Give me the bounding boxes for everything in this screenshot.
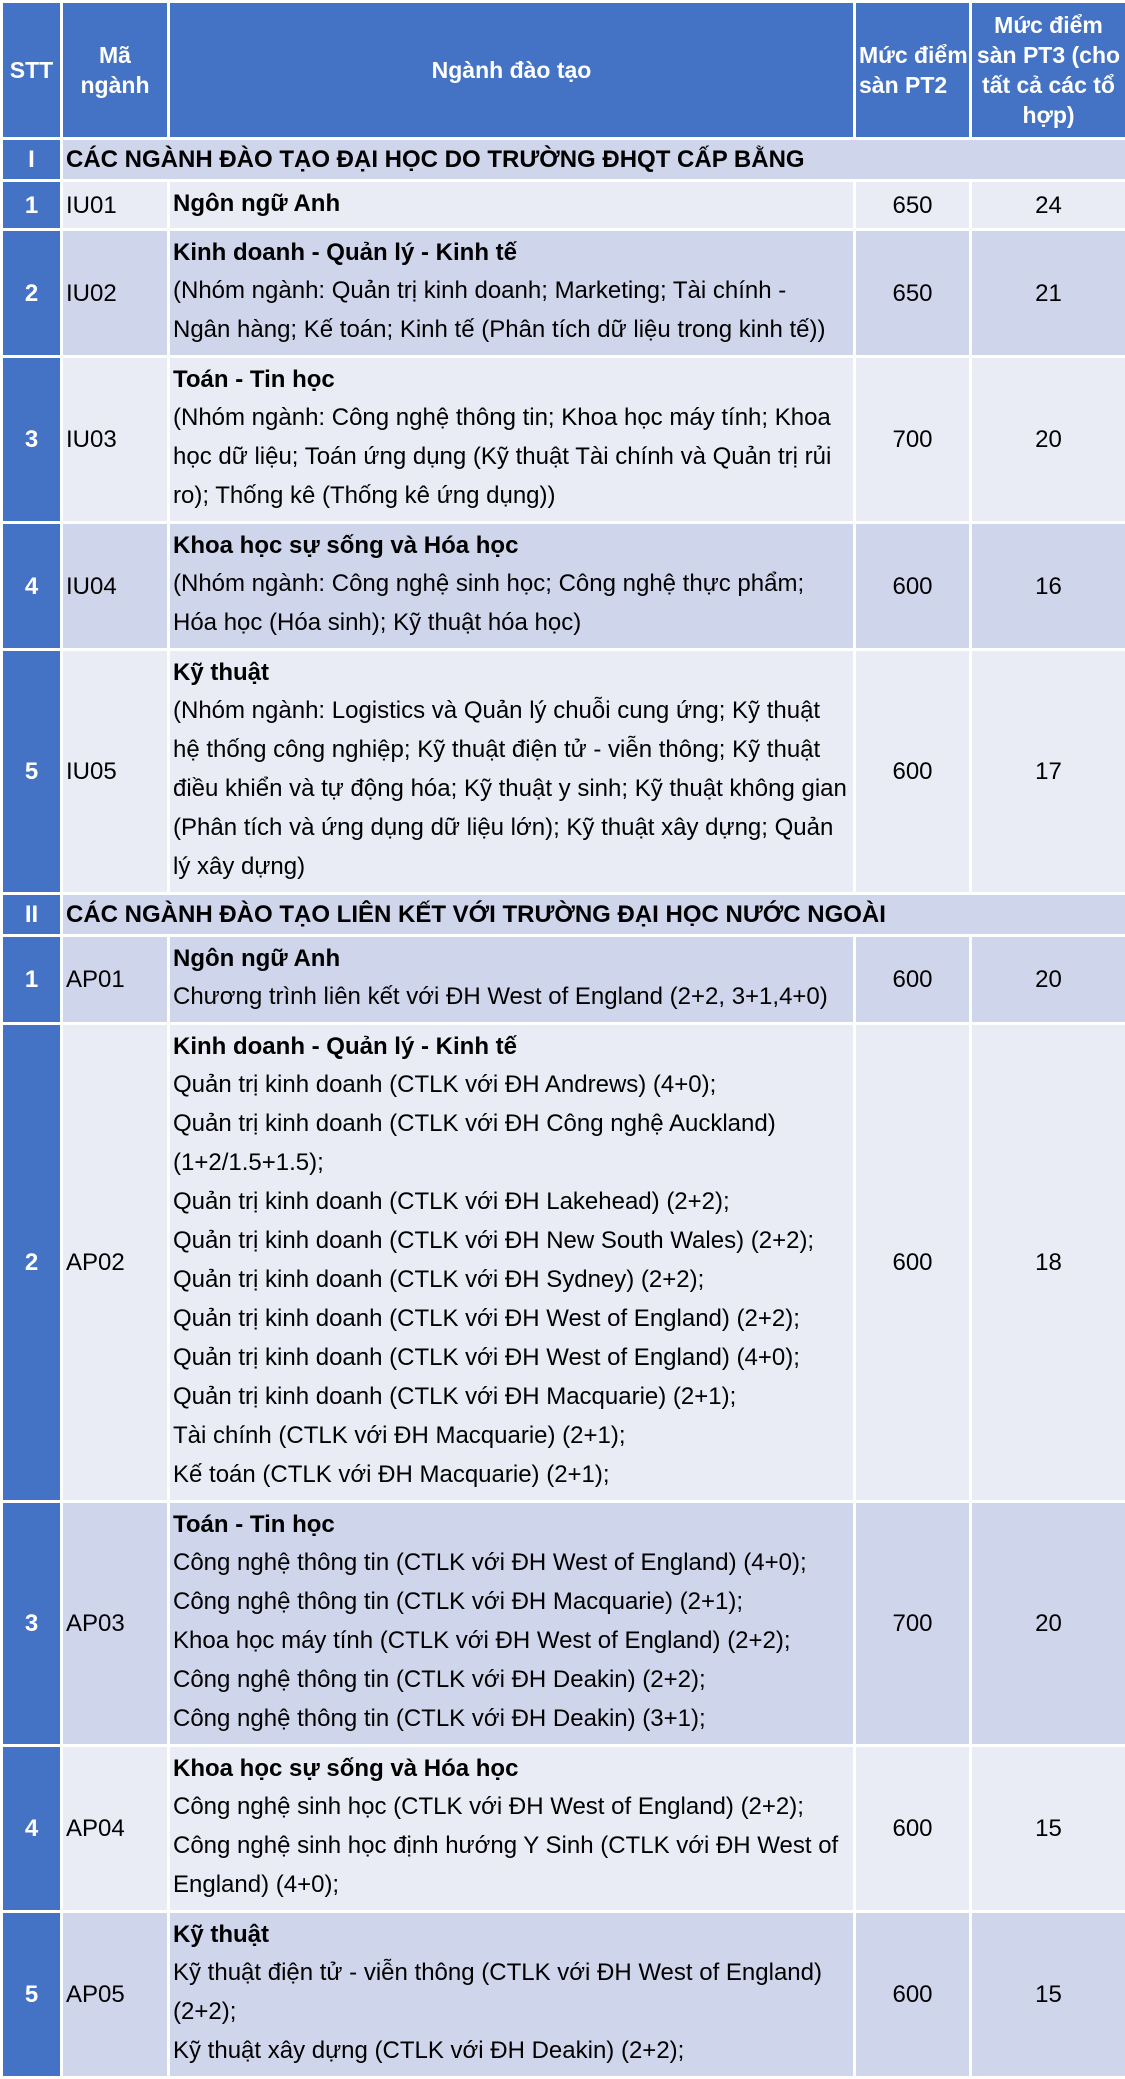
row-stt: 3 [2, 357, 62, 523]
row-major-name [169, 1912, 855, 2078]
table-row [2, 181, 1125, 230]
table-row [2, 523, 1125, 650]
major-detail-line: Quản trị kinh doanh (CTLK với ĐH Andrews) (4+0); [173, 1065, 850, 1104]
row-stt: 3 [2, 1502, 62, 1746]
row-pt3-floor: 15 [971, 1746, 1125, 1912]
major-detail-line: Quản trị kinh doanh (CTLK với ĐH Sydney) (2+2); [173, 1260, 850, 1299]
major-group-title: Kỹ thuật [173, 655, 850, 691]
major-detail-line: Kế toán (CTLK với ĐH Macquarie) (2+1); [173, 1455, 850, 1494]
major-detail-line: Công nghệ thông tin (CTLK với ĐH Macquarie) (2+1); [173, 1582, 850, 1621]
table-row [2, 230, 1125, 357]
row-major-name [169, 230, 855, 357]
major-detail-line: Tài chính (CTLK với ĐH Macquarie) (2+1); [173, 1416, 850, 1455]
row-major-code: IU04 [62, 523, 169, 650]
row-major-code: IU01 [62, 181, 169, 230]
section-title: CÁC NGÀNH ĐÀO TẠO ĐẠI HỌC DO TRƯỜNG ĐHQT CẤP BẰNG [62, 139, 1125, 181]
major-detail-line: Quản trị kinh doanh (CTLK với ĐH New South Wales) (2+2); [173, 1221, 850, 1260]
header-major-name: Ngành đào tạo [169, 2, 855, 139]
row-pt2-floor: 600 [855, 650, 971, 894]
row-pt3-floor: 15 [971, 1912, 1125, 2078]
major-detail-line: Chương trình liên kết với ĐH West of England (2+2, 3+1,4+0) [173, 977, 850, 1016]
major-detail-line: Công nghệ sinh học định hướng Y Sinh (CTLK với ĐH West of England) (4+0); [173, 1826, 850, 1904]
header-major-code: Mã ngành [62, 2, 169, 139]
row-major-name [169, 1024, 855, 1502]
row-major-name [169, 650, 855, 894]
row-major-code: IU02 [62, 230, 169, 357]
row-pt2-floor: 650 [855, 230, 971, 357]
row-major-code: AP02 [62, 1024, 169, 1502]
row-major-name [169, 181, 855, 230]
major-group-title: Ngôn ngữ Anh [173, 186, 850, 222]
table-body [2, 139, 1125, 2078]
row-pt3-floor: 20 [971, 1502, 1125, 1746]
major-detail-line: Quản trị kinh doanh (CTLK với ĐH Công nghệ Auckland) (1+2/1.5+1.5); [173, 1104, 850, 1182]
row-stt: 1 [2, 181, 62, 230]
table-row [2, 936, 1125, 1024]
section-title: CÁC NGÀNH ĐÀO TẠO LIÊN KẾT VỚI TRƯỜNG ĐẠI HỌC NƯỚC NGOÀI [62, 894, 1125, 936]
row-major-code: IU05 [62, 650, 169, 894]
row-pt3-floor: 20 [971, 357, 1125, 523]
table-row [2, 650, 1125, 894]
major-group-title: Khoa học sự sống và Hóa học [173, 1751, 850, 1787]
row-major-code: AP01 [62, 936, 169, 1024]
row-stt: 5 [2, 1912, 62, 2078]
row-pt2-floor: 700 [855, 357, 971, 523]
row-pt2-floor: 600 [855, 1024, 971, 1502]
table-row [2, 1502, 1125, 1746]
table-row [2, 1746, 1125, 1912]
header-pt2-floor: Mức điểm sàn PT2 [855, 2, 971, 139]
row-major-name [169, 357, 855, 523]
row-stt: 4 [2, 1746, 62, 1912]
row-pt2-floor: 650 [855, 181, 971, 230]
major-detail-line: (Nhóm ngành: Logistics và Quản lý chuỗi cung ứng; Kỹ thuật hệ thống công nghiệp; Kỹ thuật điện tử - viễn thông; Kỹ thuật điều khiển và tự động hóa; Kỹ thuật y sinh; Kỹ thuật không gian (Phân tích và ứng dụng dữ liệu lớn); Kỹ thuật xây dựng; Quản lý xây dựng) [173, 691, 850, 886]
row-major-code: AP05 [62, 1912, 169, 2078]
row-pt3-floor: 20 [971, 936, 1125, 1024]
row-stt: 4 [2, 523, 62, 650]
row-pt2-floor: 600 [855, 936, 971, 1024]
major-detail-line: Công nghệ thông tin (CTLK với ĐH Deakin) (3+1); [173, 1699, 850, 1738]
major-group-title: Ngôn ngữ Anh [173, 941, 850, 977]
major-detail-line: Quản trị kinh doanh (CTLK với ĐH Lakehead) (2+2); [173, 1182, 850, 1221]
major-detail-line: Công nghệ sinh học (CTLK với ĐH West of England) (2+2); [173, 1787, 850, 1826]
major-group-title: Khoa học sự sống và Hóa học [173, 528, 850, 564]
row-pt3-floor: 24 [971, 181, 1125, 230]
section-number: II [2, 894, 62, 936]
major-group-title: Toán - Tin học [173, 1507, 850, 1543]
major-group-title: Kỹ thuật [173, 1917, 850, 1953]
major-detail-line: Quản trị kinh doanh (CTLK với ĐH Macquarie) (2+1); [173, 1377, 850, 1416]
header-stt: STT [2, 2, 62, 139]
table-header-row [2, 2, 1125, 139]
table-row [2, 1024, 1125, 1502]
major-detail-line: Công nghệ thông tin (CTLK với ĐH West of England) (4+0); [173, 1543, 850, 1582]
major-detail-line: Công nghệ thông tin (CTLK với ĐH Deakin) (2+2); [173, 1660, 850, 1699]
table-row [2, 1912, 1125, 2078]
section-row [2, 894, 1125, 936]
row-major-name [169, 1502, 855, 1746]
row-major-name [169, 1746, 855, 1912]
row-major-name [169, 523, 855, 650]
row-pt3-floor: 16 [971, 523, 1125, 650]
major-detail-line: (Nhóm ngành: Quản trị kinh doanh; Marketing; Tài chính - Ngân hàng; Kế toán; Kinh tế (Phân tích dữ liệu trong kinh tế)) [173, 271, 850, 349]
row-major-code: IU03 [62, 357, 169, 523]
major-group-title: Kinh doanh - Quản lý - Kinh tế [173, 235, 850, 271]
row-stt: 2 [2, 1024, 62, 1502]
row-stt: 5 [2, 650, 62, 894]
major-detail-line: (Nhóm ngành: Công nghệ sinh học; Công nghệ thực phẩm; Hóa học (Hóa sinh); Kỹ thuật hóa học) [173, 564, 850, 642]
major-detail-line: Kỹ thuật xây dựng (CTLK với ĐH Deakin) (2+2); [173, 2031, 850, 2070]
major-detail-line: Khoa học máy tính (CTLK với ĐH West of England) (2+2); [173, 1621, 850, 1660]
major-detail-line: Quản trị kinh doanh (CTLK với ĐH West of England) (2+2); [173, 1299, 850, 1338]
row-pt3-floor: 17 [971, 650, 1125, 894]
row-major-name [169, 936, 855, 1024]
header-pt3-floor: Mức điểm sàn PT3 (cho tất cả các tổ hợp) [971, 2, 1125, 139]
row-pt2-floor: 600 [855, 1746, 971, 1912]
row-pt2-floor: 600 [855, 523, 971, 650]
major-group-title: Toán - Tin học [173, 362, 850, 398]
row-pt2-floor: 700 [855, 1502, 971, 1746]
row-pt2-floor: 600 [855, 1912, 971, 2078]
row-major-code: AP03 [62, 1502, 169, 1746]
major-detail-line: Kỹ thuật điện tử - viễn thông (CTLK với ĐH West of England) (2+2); [173, 1953, 850, 2031]
row-major-code: AP04 [62, 1746, 169, 1912]
table-row [2, 357, 1125, 523]
row-pt3-floor: 18 [971, 1024, 1125, 1502]
row-pt3-floor: 21 [971, 230, 1125, 357]
row-stt: 1 [2, 936, 62, 1024]
row-stt: 2 [2, 230, 62, 357]
section-row [2, 139, 1125, 181]
major-group-title: Kinh doanh - Quản lý - Kinh tế [173, 1029, 850, 1065]
major-detail-line: (Nhóm ngành: Công nghệ thông tin; Khoa học máy tính; Khoa học dữ liệu; Toán ứng dụng (Kỹ thuật Tài chính và Quản trị rủi ro); Thống kê (Thống kê ứng dụng)) [173, 398, 850, 515]
section-number: I [2, 139, 62, 181]
major-detail-line: Quản trị kinh doanh (CTLK với ĐH West of England) (4+0); [173, 1338, 850, 1377]
